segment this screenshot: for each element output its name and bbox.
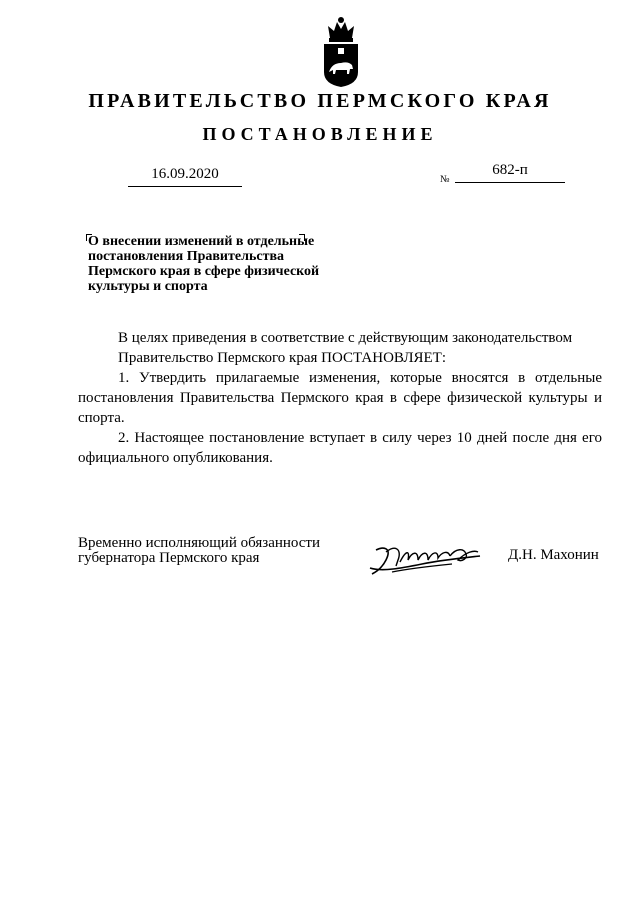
subject-line: культуры и спорта: [88, 279, 208, 294]
perm-krai-coat-of-arms-icon: [320, 16, 362, 88]
document-number: 682-п: [492, 162, 528, 178]
subject-line: постановления Правительства: [88, 249, 284, 264]
signatory-position: [78, 536, 358, 566]
government-title: ПРАВИТЕЛЬСТВО ПЕРМСКОГО КРАЯ: [88, 90, 552, 112]
signatory-name: Д.Н. Махонин: [508, 547, 599, 563]
body-paragraph: В целях приведения в соответствие с действующим законодательством: [118, 330, 573, 346]
body-paragraph: Правительство Пермского края ПОСТАНОВЛЯЕТ:: [118, 350, 447, 366]
number-sign: №: [440, 174, 450, 185]
body-paragraph: 2. Настоящее постановление вступает в силу через 10 дней после дня его официального опубликования.: [78, 430, 602, 466]
document-subject: [88, 234, 358, 294]
position-line: губернатора Пермского края: [78, 550, 260, 566]
subject-line: О внесении изменений в отдельные: [88, 234, 315, 249]
handwritten-signature-icon: [362, 538, 486, 578]
subject-line: Пермского края в сфере физической: [88, 264, 320, 279]
number-underline: [455, 182, 565, 183]
document-type: ПОСТАНОВЛЕНИЕ: [202, 124, 438, 144]
position-line: Временно исполняющий обязанности: [78, 535, 321, 551]
document-date: 16.09.2020: [151, 166, 219, 182]
date-underline: [128, 186, 242, 187]
body-paragraph: 1. Утвердить прилагаемые изменения, которые вносятся в отдельные постановления Правительства Пермского края в сфере физической культуры и спорта.: [78, 370, 602, 426]
document-body: [78, 328, 602, 468]
